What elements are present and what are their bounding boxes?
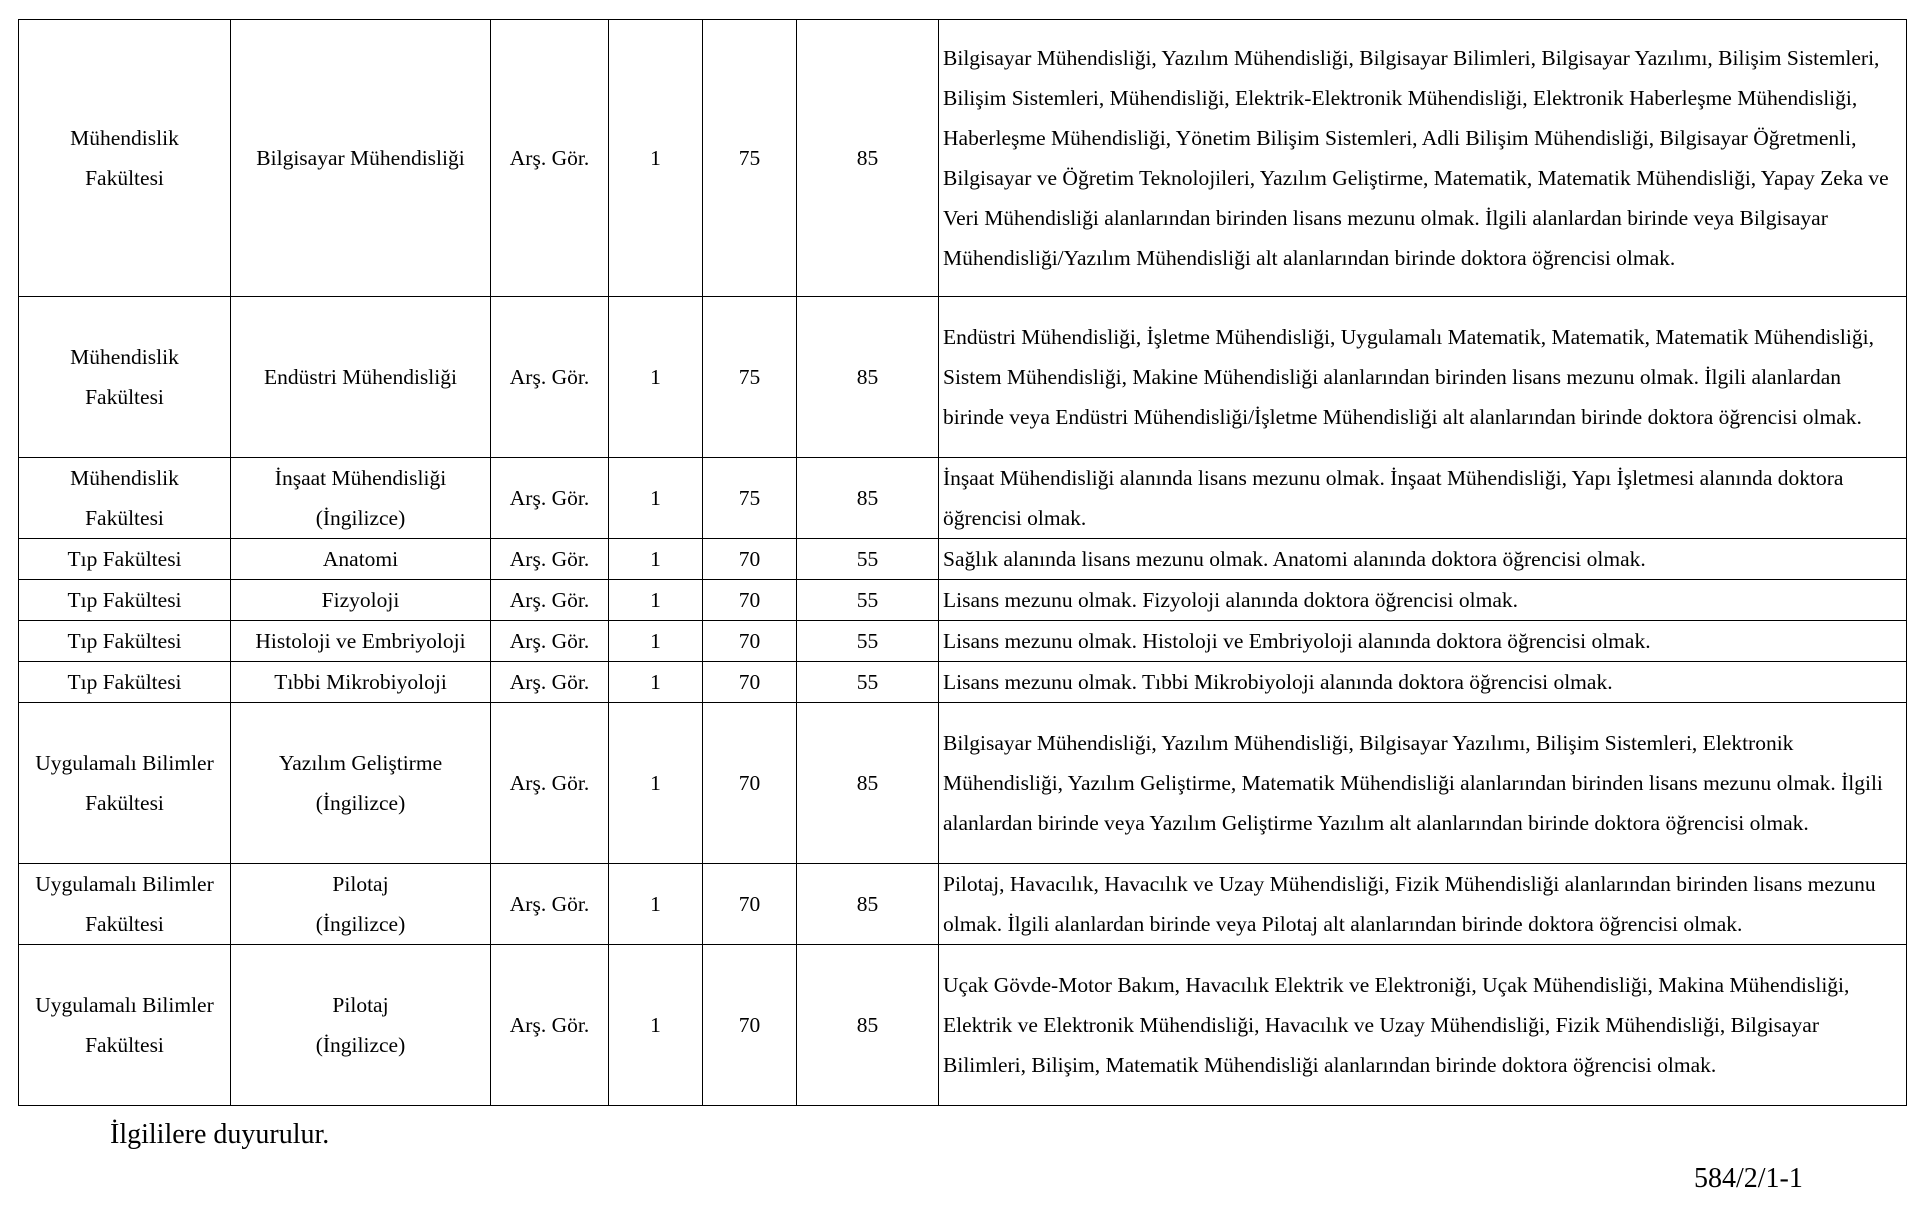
requirement-cell: Lisans mezunu olmak. Fizyoloji alanında doktora öğrencisi olmak. bbox=[939, 580, 1907, 621]
ales-score-cell: 70 bbox=[703, 621, 797, 662]
faculty-line: Fakültesi bbox=[85, 912, 164, 936]
count-cell: 1 bbox=[609, 297, 703, 458]
ales-score-cell: 70 bbox=[703, 580, 797, 621]
language-score-cell: 55 bbox=[797, 621, 939, 662]
ales-score-cell: 75 bbox=[703, 20, 797, 297]
count-cell: 1 bbox=[609, 621, 703, 662]
requirement-cell: Uçak Gövde-Motor Bakım, Havacılık Elektrik ve Elektroniği, Uçak Mühendisliği, Makina Mühendisliği, Elektrik ve Elektronik Mühendisliği, Havacılık ve Uzay Mühendisliği, Fizik Mühendisliği, Bilgisayar Bilimleri, Bilişim, Matematik Mühendisliği alanlarından birinde doktora öğrencisi olmak. bbox=[939, 945, 1907, 1106]
department-cell bbox=[231, 864, 491, 945]
requirement-cell: Lisans mezunu olmak. Histoloji ve Embriyoloji alanında doktora öğrencisi olmak. bbox=[939, 621, 1907, 662]
faculty-line: Fakültesi bbox=[85, 1033, 164, 1057]
department-cell: Tıbbi Mikrobiyoloji bbox=[231, 662, 491, 703]
department-language: (İngilizce) bbox=[315, 791, 406, 815]
faculty-line: Uygulamalı Bilimler bbox=[35, 751, 214, 775]
department-line: İnşaat Mühendisliği bbox=[274, 466, 447, 490]
requirement-cell: Bilgisayar Mühendisliği, Yazılım Mühendisliği, Bilgisayar Yazılımı, Bilişim Sistemleri, Elektronik Mühendisliği, Yazılım Geliştirme, Matematik Mühendisliği alanlarından birinden lisans mezunu olmak. İlgili alanlardan birinde veya Yazılım Geliştirme Yazılım alt alanlarından birinde doktora öğrencisi olmak. bbox=[939, 703, 1907, 864]
title-cell: Arş. Gör. bbox=[491, 662, 609, 703]
faculty-cell bbox=[19, 703, 231, 864]
ales-score-cell: 70 bbox=[703, 864, 797, 945]
department-line: Yazılım Geliştirme bbox=[278, 751, 443, 775]
language-score-cell: 55 bbox=[797, 662, 939, 703]
title-cell: Arş. Gör. bbox=[491, 621, 609, 662]
department-cell bbox=[231, 945, 491, 1106]
faculty-line: Fakültesi bbox=[85, 385, 164, 409]
department-cell: Fizyoloji bbox=[231, 580, 491, 621]
count-cell: 1 bbox=[609, 703, 703, 864]
department-cell bbox=[231, 703, 491, 864]
count-cell: 1 bbox=[609, 458, 703, 539]
faculty-cell: Tıp Fakültesi bbox=[19, 662, 231, 703]
count-cell: 1 bbox=[609, 945, 703, 1106]
requirement-cell: Endüstri Mühendisliği, İşletme Mühendisliği, Uygulamalı Matematik, Matematik, Matematik Mühendisliği, Sistem Mühendisliği, Makine Mühendisliği alanlarından birinden lisans mezunu olmak. İlgili alanlardan birinde veya Endüstri Mühendisliği/İşletme Mühendisliği alt alanlarından birinde doktora öğrencisi olmak. bbox=[939, 297, 1907, 458]
table-row bbox=[19, 297, 1907, 458]
title-cell: Arş. Gör. bbox=[491, 703, 609, 864]
department-language: (İngilizce) bbox=[315, 506, 406, 530]
ales-score-cell: 70 bbox=[703, 945, 797, 1106]
requirement-cell: Bilgisayar Mühendisliği, Yazılım Mühendisliği, Bilgisayar Bilimleri, Bilgisayar Yazılımı, Bilişim Sistemleri, Bilişim Sistemleri, Mühendisliği, Elektrik-Elektronik Mühendisliği, Elektronik Haberleşme Mühendisliği, Haberleşme Mühendisliği, Yönetim Bilişim Sistemleri, Adli Bilişim Mühendisliği, Bilgisayar Öğretmenli, Bilgisayar ve Öğretim Teknolojileri, Yazılım Geliştirme, Matematik, Matematik Mühendisliği, Yapay Zeka ve Veri Mühendisliği alanlarından birinden lisans mezunu olmak. İlgili alanlardan birinde veya Bilgisayar Mühendisliği/Yazılım Mühendisliği alt alanlarından birinde doktora öğrencisi olmak. bbox=[939, 20, 1907, 297]
table-row bbox=[19, 539, 1907, 580]
table-row bbox=[19, 621, 1907, 662]
title-cell: Arş. Gör. bbox=[491, 580, 609, 621]
positions-table bbox=[18, 19, 1907, 1106]
ales-score-cell: 75 bbox=[703, 458, 797, 539]
table-row bbox=[19, 703, 1907, 864]
faculty-cell bbox=[19, 458, 231, 539]
language-score-cell: 85 bbox=[797, 703, 939, 864]
faculty-line: Uygulamalı Bilimler bbox=[35, 872, 214, 896]
table-row bbox=[19, 945, 1907, 1106]
faculty-line: Mühendislik bbox=[70, 126, 179, 150]
count-cell: 1 bbox=[609, 864, 703, 945]
ales-score-cell: 75 bbox=[703, 297, 797, 458]
faculty-line: Uygulamalı Bilimler bbox=[35, 993, 214, 1017]
department-cell bbox=[231, 297, 491, 458]
ales-score-cell: 70 bbox=[703, 662, 797, 703]
requirement-cell: Lisans mezunu olmak. Tıbbi Mikrobiyoloji alanında doktora öğrencisi olmak. bbox=[939, 662, 1907, 703]
title-cell: Arş. Gör. bbox=[491, 945, 609, 1106]
department-cell bbox=[231, 458, 491, 539]
language-score-cell: 55 bbox=[797, 580, 939, 621]
department-line: Endüstri Mühendisliği bbox=[264, 365, 457, 389]
faculty-cell bbox=[19, 945, 231, 1106]
count-cell: 1 bbox=[609, 20, 703, 297]
ales-score-cell: 70 bbox=[703, 703, 797, 864]
count-cell: 1 bbox=[609, 539, 703, 580]
faculty-line: Fakültesi bbox=[85, 506, 164, 530]
requirement-cell: Pilotaj, Havacılık, Havacılık ve Uzay Mühendisliği, Fizik Mühendisliği alanlarından birinden lisans mezunu olmak. İlgili alanlardan birinde veya Pilotaj alt alanlarından birinde doktora öğrencisi olmak. bbox=[939, 864, 1907, 945]
table-row bbox=[19, 580, 1907, 621]
title-cell: Arş. Gör. bbox=[491, 297, 609, 458]
title-cell: Arş. Gör. bbox=[491, 458, 609, 539]
faculty-cell: Tıp Fakültesi bbox=[19, 539, 231, 580]
faculty-cell: Tıp Fakültesi bbox=[19, 621, 231, 662]
department-cell: Anatomi bbox=[231, 539, 491, 580]
announcement-note: İlgililere duyurulur. bbox=[110, 1119, 330, 1150]
table-row bbox=[19, 20, 1907, 297]
language-score-cell: 85 bbox=[797, 20, 939, 297]
table-row bbox=[19, 662, 1907, 703]
title-cell: Arş. Gör. bbox=[491, 20, 609, 297]
department-line: Bilgisayar Mühendisliği bbox=[256, 146, 465, 170]
language-score-cell: 85 bbox=[797, 945, 939, 1106]
faculty-cell bbox=[19, 20, 231, 297]
count-cell: 1 bbox=[609, 580, 703, 621]
department-cell bbox=[231, 20, 491, 297]
department-cell: Histoloji ve Embriyoloji bbox=[231, 621, 491, 662]
faculty-cell: Tıp Fakültesi bbox=[19, 580, 231, 621]
faculty-line: Mühendislik bbox=[70, 466, 179, 490]
title-cell: Arş. Gör. bbox=[491, 539, 609, 580]
language-score-cell: 85 bbox=[797, 458, 939, 539]
table-row bbox=[19, 864, 1907, 945]
language-score-cell: 85 bbox=[797, 297, 939, 458]
ales-score-cell: 70 bbox=[703, 539, 797, 580]
faculty-line: Mühendislik bbox=[70, 345, 179, 369]
faculty-cell bbox=[19, 297, 231, 458]
faculty-line: Fakültesi bbox=[85, 166, 164, 190]
count-cell: 1 bbox=[609, 662, 703, 703]
document-reference: 584/2/1-1 bbox=[1694, 1163, 1803, 1194]
requirement-cell: İnşaat Mühendisliği alanında lisans mezunu olmak. İnşaat Mühendisliği, Yapı İşletmesi alanında doktora öğrencisi olmak. bbox=[939, 458, 1907, 539]
department-language: (İngilizce) bbox=[315, 1033, 406, 1057]
requirement-cell: Sağlık alanında lisans mezunu olmak. Anatomi alanında doktora öğrencisi olmak. bbox=[939, 539, 1907, 580]
faculty-cell bbox=[19, 864, 231, 945]
language-score-cell: 85 bbox=[797, 864, 939, 945]
department-language: (İngilizce) bbox=[315, 912, 406, 936]
table-row bbox=[19, 458, 1907, 539]
department-line: Pilotaj bbox=[332, 872, 389, 896]
department-line: Pilotaj bbox=[332, 993, 389, 1017]
faculty-line: Fakültesi bbox=[85, 791, 164, 815]
title-cell: Arş. Gör. bbox=[491, 864, 609, 945]
language-score-cell: 55 bbox=[797, 539, 939, 580]
